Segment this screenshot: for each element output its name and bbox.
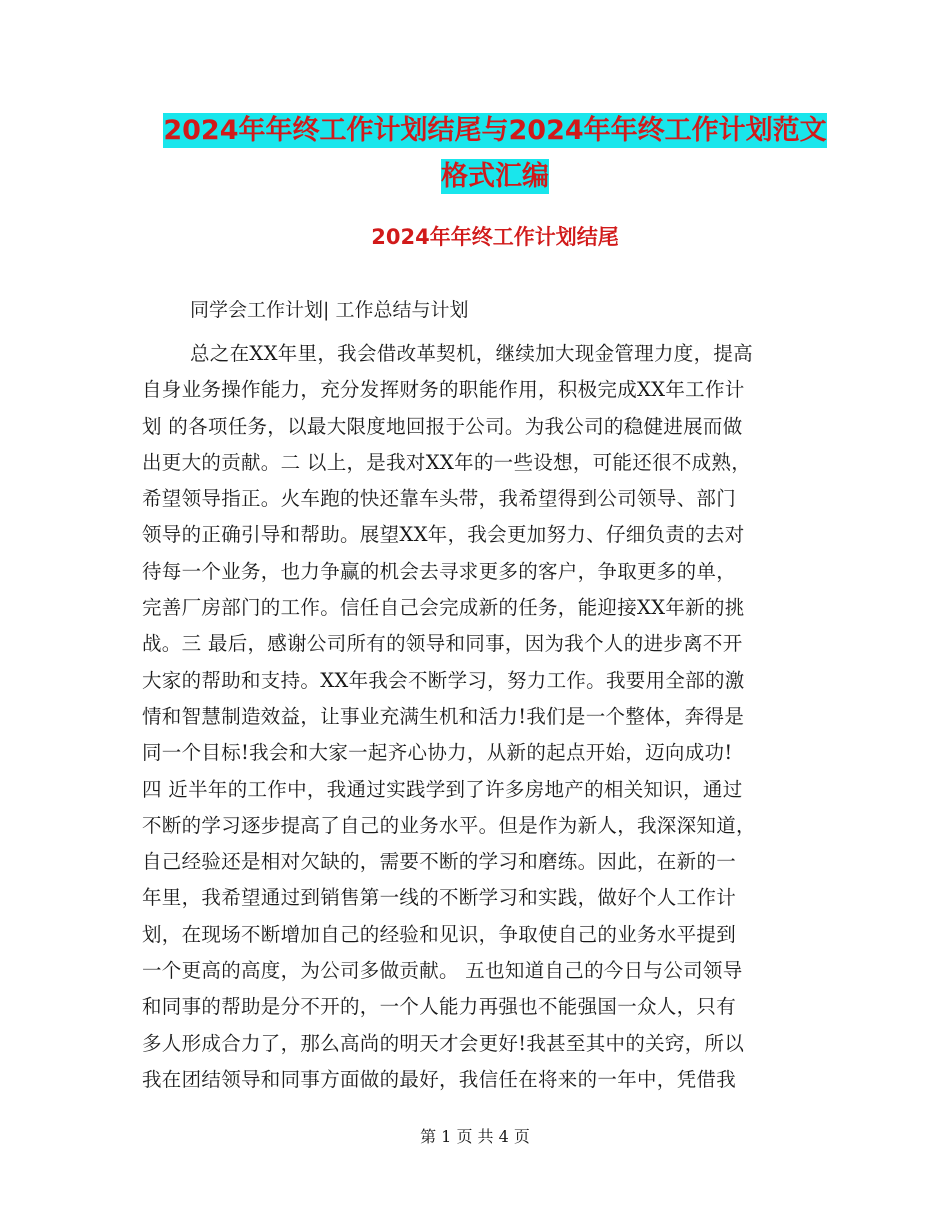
document-title-line-1: 2024年年终工作计划结尾与2024年年终工作计划范文 bbox=[163, 115, 827, 146]
body-line: 和同事的帮助是分不开的，一个人能力再强也不能强国一众人，只有 bbox=[142, 995, 737, 1019]
body-line: 划 的各项任务，以最大限度地回报于公司。为我公司的稳健进展而做 bbox=[142, 414, 743, 438]
body-line: 自己经验还是相对欠缺的，需要不断的学习和磨练。因此，在新的一 bbox=[142, 850, 737, 874]
body-text bbox=[142, 336, 822, 1098]
body-line: 一个更高的高度，为公司多做贡献。 五也知道自己的今日与公司领导 bbox=[142, 959, 743, 983]
body-line: 我在团结领导和同事方面做的最好，我信任在将来的一年中，凭借我 bbox=[142, 1067, 737, 1091]
body-line: 年里，我希望通过到销售第一线的不断学习和实践，做好个人工作计 bbox=[142, 886, 737, 910]
body-line: 领导的正确引导和帮助。展望XX年，我会更加努力、仔细负责的去对 bbox=[142, 523, 745, 547]
subtitle-line: 同学会工作计划| 工作总结与计划 bbox=[190, 299, 469, 321]
body-line: 完善厂房部门的工作。信任自己会完成新的任务，能迎接XX年新的挑 bbox=[142, 596, 745, 620]
body-line: 战。三 最后，感谢公司所有的领导和同事，因为我个人的进步离不开 bbox=[142, 632, 743, 656]
body-line: 自身业务操作能力，充分发挥财务的职能作用，积极完成XX年工作计 bbox=[142, 378, 745, 402]
body-line: 多人形成合力了，那么高尚的明天才会更好!我甚至其中的关窍，所以 bbox=[142, 1031, 745, 1055]
body-line: 出更大的贡献。二 以上，是我对XX年的一些设想，可能还很不成熟， bbox=[142, 450, 752, 474]
body-line: 划，在现场不断增加自己的经验和见识，争取使自己的业务水平提到 bbox=[142, 922, 737, 946]
body-line: 待每一个业务，也力争赢的机会去寻求更多的客户，争取更多的单， bbox=[142, 559, 737, 583]
body-line: 同一个目标!我会和大家一起齐心协力，从新的起点开始，迈向成功! bbox=[142, 741, 733, 765]
document-title bbox=[140, 108, 850, 200]
body-line: 情和智慧制造效益，让事业充满生机和活力!我们是一个整体，奔得是 bbox=[142, 704, 745, 728]
body-line: 四 近半年的工作中，我通过实践学到了许多房地产的相关知识，通过 bbox=[142, 777, 743, 801]
body-line: 大家的帮助和支持。XX年我会不断学习，努力工作。我要用全部的激 bbox=[142, 668, 745, 692]
section-heading: 2024年年终工作计划结尾 bbox=[371, 225, 619, 249]
body-line: 总之在XX年里，我会借改革契机，继续加大现金管理力度，提高 bbox=[190, 342, 753, 365]
body-line: 希望领导指正。火车跑的快还靠车头带，我希望得到公司领导、部门 bbox=[142, 487, 737, 511]
body-line: 不断的学习逐步提高了自己的业务水平。但是作为新人，我深深知道， bbox=[142, 813, 756, 837]
page-footer: 第 1 页 共 4 页 bbox=[420, 1127, 530, 1146]
document-title-line-2: 格式汇编 bbox=[441, 161, 549, 192]
